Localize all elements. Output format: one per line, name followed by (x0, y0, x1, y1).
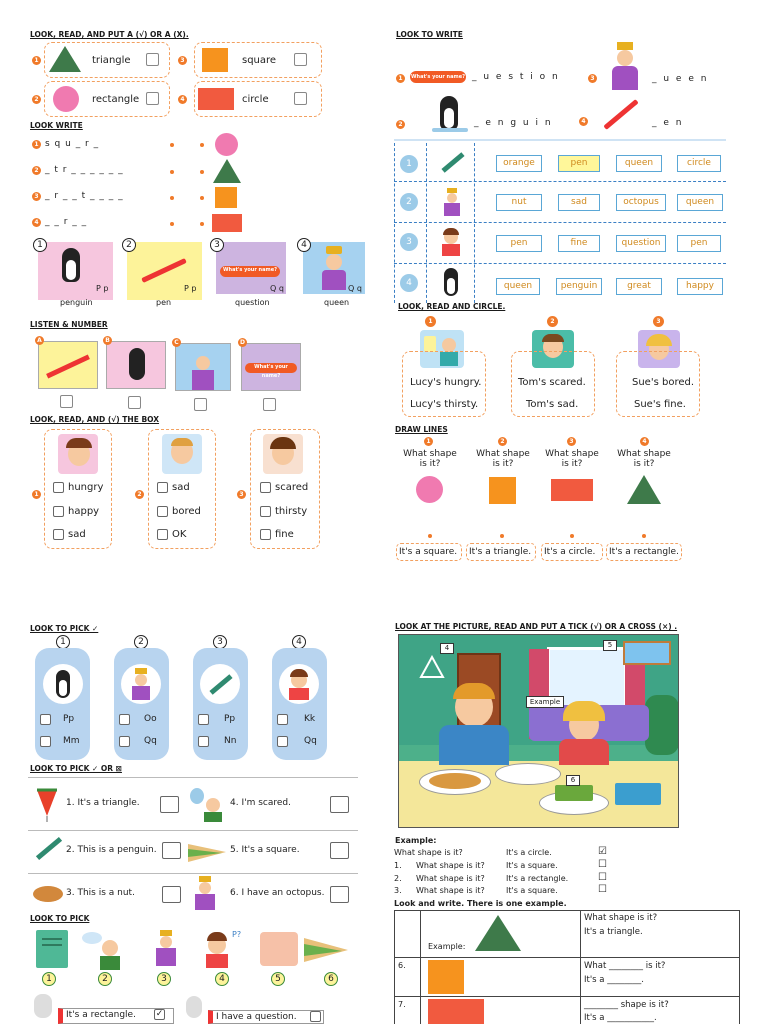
q14-text: is it? (645, 961, 666, 971)
q11-statement: 4. I'm scared. (230, 798, 291, 808)
triangle-shape (626, 474, 662, 505)
checkbox[interactable] (310, 1011, 321, 1022)
q4-label: D (238, 338, 247, 347)
q2-num: 3 (32, 192, 41, 201)
checkbox[interactable] (198, 714, 209, 725)
q9-answer: It's a rectangle. (609, 547, 679, 557)
checkbox[interactable] (40, 736, 51, 747)
pen-icon (603, 99, 638, 130)
q3-num: 1 (33, 238, 47, 252)
dot[interactable] (200, 196, 204, 200)
q3-caption: penguin (60, 298, 93, 307)
option-label: sad (172, 482, 190, 493)
word-option[interactable]: pen (558, 155, 600, 172)
word-option[interactable]: sad (558, 194, 600, 211)
letter-option: Nn (224, 736, 237, 746)
divider (394, 996, 740, 997)
q12-num: 6 (324, 972, 338, 986)
q6-blank: _ e n (652, 118, 684, 128)
checkbox[interactable] (53, 529, 64, 540)
row-num: 1 (400, 155, 418, 173)
circle-shape (416, 476, 443, 503)
nut-icon (33, 886, 63, 902)
checkbox[interactable] (157, 506, 168, 517)
card-picture (43, 664, 83, 704)
sentence-option[interactable]: Lucy's hungry. (410, 377, 482, 388)
q13-num: 3. (394, 886, 402, 895)
q1-word: triangle (92, 55, 131, 66)
speech-bubble: What's your name? (245, 363, 297, 373)
checkbox[interactable]: ☐ (598, 884, 607, 895)
dot[interactable] (170, 170, 174, 174)
circle-shape (53, 86, 79, 112)
row-num: 6. (398, 961, 406, 970)
checkbox[interactable] (198, 736, 209, 747)
q6-blank: _ e n g u i n (474, 118, 553, 128)
callout: 5 (603, 640, 617, 651)
girl-icon (440, 228, 462, 256)
checkbox[interactable] (119, 736, 130, 747)
q4-label: A (35, 336, 44, 345)
word-option[interactable]: pen (496, 235, 542, 252)
dot[interactable] (170, 143, 174, 147)
callout: 4 (440, 643, 454, 654)
pen-card (38, 341, 98, 389)
q5-title: LOOK, READ, AND (√) THE BOX (30, 415, 160, 424)
word-option[interactable]: queen (496, 278, 540, 295)
q13-question: What shape is it? (416, 861, 485, 870)
q9-question: What shape (476, 449, 530, 459)
divider (28, 777, 358, 778)
rectangle-shape (212, 214, 242, 232)
example-label: Example: (428, 942, 466, 951)
q3-caption: question (235, 298, 270, 307)
q3-caption: queen (324, 298, 350, 307)
q11-statement: 1. It's a triangle. (66, 798, 140, 808)
q2-num: 2 (32, 166, 41, 175)
q14-text: It's a (584, 975, 605, 985)
answer-box[interactable] (128, 396, 141, 409)
checkbox[interactable] (260, 529, 271, 540)
checkbox[interactable] (330, 886, 349, 903)
sentence-option[interactable]: Tom's scared. (518, 377, 586, 388)
ice (432, 128, 468, 132)
notebook-icon (36, 930, 68, 968)
q13-num: 2. (394, 874, 402, 883)
q11-statement: 3. This is a nut. (66, 888, 135, 898)
pen-icon (36, 837, 62, 860)
word-option[interactable]: circle (677, 155, 721, 172)
square-shape (215, 187, 237, 208)
word-option[interactable]: nut (496, 194, 542, 211)
card-picture (200, 664, 240, 704)
word-option[interactable]: question (616, 235, 666, 252)
q14-text: shape is it? (620, 1000, 669, 1010)
speech-bubble: What's your name? (410, 71, 466, 83)
q1-num: 3 (178, 56, 187, 65)
q12-num: 3 (157, 972, 171, 986)
rabbit-icon (186, 996, 202, 1018)
q6-title: LOOK TO WRITE (396, 30, 463, 39)
square-shape (489, 477, 516, 504)
q9-question: What shape (545, 449, 599, 459)
triangle-shape (48, 44, 82, 74)
letter-option: Kk (304, 714, 316, 724)
checkbox[interactable] (157, 529, 168, 540)
q12-sentence: It's a rectangle. (66, 1010, 136, 1020)
q4-label: C (172, 338, 181, 347)
q10-num: 4 (292, 635, 306, 649)
answer-box[interactable] (194, 398, 207, 411)
row-num: 4 (400, 274, 418, 292)
checkbox[interactable] (119, 714, 130, 725)
checkbox[interactable] (330, 796, 349, 813)
answer-box[interactable] (146, 53, 159, 66)
dot[interactable] (200, 170, 204, 174)
q13-question: What shape is it? (416, 886, 485, 895)
q8-title: LOOK, READ AND CIRCLE. (398, 302, 506, 311)
checkbox[interactable] (162, 842, 181, 859)
q9-num: 4 (640, 437, 649, 446)
word-option[interactable]: fine (558, 235, 600, 252)
q2-num: 4 (32, 218, 41, 227)
card-picture (279, 664, 319, 704)
sandwich-icon (186, 840, 228, 864)
q10-num: 3 (213, 635, 227, 649)
word-option[interactable]: queen (616, 155, 662, 172)
example-question: What shape is it? (584, 913, 658, 923)
queen-card (175, 343, 231, 391)
q1-num: 4 (178, 95, 187, 104)
checkbox[interactable] (277, 714, 288, 725)
q14-text: It's a (584, 1013, 605, 1023)
penguin-icon (444, 268, 458, 296)
checkbox[interactable]: ✓ (155, 1009, 164, 1019)
q12-num: 2 (98, 972, 112, 986)
q3-letters: P p (184, 284, 197, 293)
option-label: happy (68, 506, 100, 517)
divider (394, 957, 740, 958)
dot[interactable] (642, 534, 646, 538)
option-label: thirsty (275, 506, 308, 517)
word-option[interactable]: pen (677, 235, 721, 252)
divider (420, 910, 421, 1024)
q4-label: B (103, 336, 112, 345)
option-label: sad (68, 529, 86, 540)
q1-word: square (242, 55, 277, 66)
q3-num: 4 (297, 238, 311, 252)
penguin-card (106, 341, 166, 389)
sentence-option[interactable]: Sue's fine. (634, 399, 686, 410)
q1-num: 1 (32, 56, 41, 65)
q6-num: 3 (588, 74, 597, 83)
q11-title: LOOK TO PICK ✓ OR ⊠ (30, 764, 122, 773)
letter-option: Mm (63, 736, 80, 746)
divider (426, 143, 427, 303)
option-label: scared (275, 482, 309, 493)
q6-num: 1 (396, 74, 405, 83)
q5-num: 1 (32, 490, 41, 499)
q11-statement: 5. It's a square. (230, 845, 300, 855)
rectangle-shape (551, 479, 593, 501)
q12-num: 4 (215, 972, 229, 986)
q13-answer: It's a circle. (506, 848, 552, 857)
q10-title: LOOK TO PICK ✓ (30, 624, 99, 633)
circle-shape (215, 133, 238, 156)
letter-option: Qq (304, 736, 317, 746)
row-7-answer: It's a ___________. (584, 1013, 657, 1023)
checkbox[interactable] (260, 506, 271, 517)
option-label: OK (172, 529, 187, 540)
q3-num: 3 (210, 238, 224, 252)
row-num: 3 (400, 233, 418, 251)
queen-icon (192, 876, 218, 910)
letter-option: Oo (144, 714, 157, 724)
checkbox[interactable] (160, 796, 179, 813)
boy-picture (162, 434, 202, 474)
divider (474, 143, 475, 303)
q3-letters: Q q (270, 284, 284, 293)
q9-question: What shape (617, 449, 671, 459)
q3-caption: pen (156, 298, 172, 307)
q13-answer: It's a rectangle. (506, 874, 569, 883)
q2-word: s q u _ r _ (45, 139, 100, 149)
word-option[interactable]: great (616, 278, 662, 295)
penguin-icon (440, 96, 458, 130)
letter-option: Pp (224, 714, 236, 724)
q9-title: DRAW LINES (395, 425, 448, 434)
answer-box[interactable] (60, 395, 73, 408)
row-6-answer: It's a ________. (584, 975, 644, 985)
rectangle-shape (198, 88, 234, 110)
crown-icon (326, 246, 342, 254)
dot[interactable] (428, 534, 432, 538)
letter-option: Pp (63, 714, 75, 724)
sentence-option[interactable]: Sue's bored. (632, 377, 695, 388)
sentence-option[interactable]: Lucy's thirsty. (410, 399, 479, 410)
q9-question: is it? (419, 459, 441, 469)
q2-word: _ r _ _ t _ _ _ _ (45, 191, 124, 201)
divider (394, 222, 726, 223)
square-shape (428, 960, 464, 994)
q14-text: What (584, 961, 607, 971)
checkbox[interactable] (53, 482, 64, 493)
queen-icon (444, 188, 460, 216)
word-option[interactable]: happy (677, 278, 723, 295)
queen-icon (154, 930, 178, 968)
q13-answer: It's a square. (506, 861, 558, 870)
q3-letters: P p (96, 284, 109, 293)
q2-word: _ _ r _ _ (45, 217, 88, 227)
q13-question: What shape is it? (394, 848, 463, 857)
word-option[interactable]: octopus (616, 194, 666, 211)
q11-statement: 6. I have an octopus. (230, 888, 325, 898)
q13-question: What shape is it? (416, 874, 485, 883)
callout: Example (526, 696, 564, 708)
hungry-kid-icon (82, 930, 126, 970)
q9-question: is it? (561, 459, 583, 469)
queen-dress (322, 270, 346, 290)
checkbox[interactable] (157, 482, 168, 493)
option-label: hungry (68, 482, 104, 493)
boy-picture (263, 434, 303, 474)
dot[interactable] (200, 222, 204, 226)
answer-box[interactable] (294, 92, 307, 105)
question-kid-icon: P? (204, 930, 248, 968)
option-label: fine (275, 529, 294, 540)
answer-box[interactable] (146, 92, 159, 105)
q9-num: 1 (424, 437, 433, 446)
q8-num: 2 (547, 316, 558, 327)
letter-option: Qq (144, 736, 157, 746)
q6-num: 4 (579, 117, 588, 126)
divider (28, 873, 358, 874)
q1-word: circle (242, 94, 269, 105)
divider (580, 910, 581, 1024)
q6-blank: _ u e s t i o n (472, 72, 560, 82)
q4-title: LISTEN & NUMBER (30, 320, 108, 329)
q5-num: 3 (237, 490, 246, 499)
q1-word: rectangle (92, 94, 140, 105)
checkbox[interactable]: ☐ (598, 859, 607, 870)
q6-blank: _ u e e n (652, 74, 709, 84)
q9-answer: It's a square. (399, 547, 458, 557)
checkbox[interactable]: ☑ (598, 846, 607, 857)
q3-num: 2 (122, 238, 136, 252)
checkbox[interactable] (330, 842, 349, 859)
q12-sentence: I have a question. (216, 1012, 297, 1022)
q2-title: LOOK WRITE (30, 121, 83, 130)
q8-num: 3 (653, 316, 664, 327)
q12-num: 5 (271, 972, 285, 986)
option-label: bored (172, 506, 201, 517)
queen-picture (610, 42, 640, 92)
answer-box[interactable] (294, 53, 307, 66)
row-6-question: What ________ is it? (584, 961, 666, 971)
q6-num: 2 (396, 120, 405, 129)
dot[interactable] (170, 222, 174, 226)
q9-question: What shape (403, 449, 457, 459)
dot[interactable] (570, 534, 574, 538)
q9-num: 2 (498, 437, 507, 446)
q13-answer: It's a square. (506, 886, 558, 895)
row-7-question: ________ shape is it? (584, 1000, 669, 1010)
checkbox[interactable] (277, 736, 288, 747)
divider (394, 139, 726, 141)
rabbit-icon (34, 994, 52, 1018)
q9-num: 3 (567, 437, 576, 446)
dot[interactable] (500, 534, 504, 538)
q9-question: is it? (492, 459, 514, 469)
watermelon-icon (36, 786, 58, 822)
triangle-shape (474, 914, 522, 952)
nose-icon (260, 932, 298, 966)
q10-num: 1 (56, 635, 70, 649)
card-picture (121, 664, 161, 704)
checkbox[interactable] (53, 506, 64, 517)
checkbox[interactable] (40, 714, 51, 725)
scared-kid-icon (188, 788, 226, 822)
q2-num: 1 (32, 140, 41, 149)
example-label: Example: (395, 836, 437, 845)
dot[interactable] (170, 196, 174, 200)
scene-picture (398, 634, 679, 828)
checkbox[interactable] (260, 482, 271, 493)
word-option[interactable]: penguin (556, 278, 602, 295)
checkbox[interactable] (162, 886, 181, 903)
q13-title: LOOK AT THE PICTURE, READ AND PUT A TICK (√) OR A CROSS (×) . (395, 622, 678, 631)
q2-word: _ t r _ _ _ _ _ _ (45, 165, 124, 175)
q9-answer: It's a triangle. (469, 547, 532, 557)
callout: 6 (566, 775, 580, 786)
q1-title: LOOK, READ, AND PUT A (√) OR A (X). (30, 30, 189, 39)
divider (28, 830, 358, 831)
sandwich-icon (302, 932, 350, 966)
answer-box[interactable] (263, 398, 276, 411)
q1-num: 2 (32, 95, 41, 104)
girl-picture (58, 434, 98, 474)
row-num: 2 (400, 193, 418, 211)
q3-letters: Q q (348, 284, 362, 293)
checkbox[interactable]: ☐ (598, 872, 607, 883)
square-shape (202, 48, 228, 72)
row-num: 7. (398, 1000, 406, 1009)
dot[interactable] (200, 143, 204, 147)
word-option[interactable]: queen (677, 194, 723, 211)
q13-num: 1. (394, 861, 402, 870)
divider (394, 263, 726, 264)
rectangle-shape (428, 999, 484, 1024)
q10-num: 2 (134, 635, 148, 649)
q5-num: 2 (135, 490, 144, 499)
q12-num: 1 (42, 972, 56, 986)
example-answer: It's a triangle. (584, 927, 643, 937)
penguin-icon (62, 248, 80, 282)
speech-bubble: What's your name? (220, 266, 280, 277)
q9-question: is it? (633, 459, 655, 469)
q14-title: Look and write. There is one example. (394, 899, 567, 908)
q12-title: LOOK TO PICK (30, 914, 90, 923)
sentence-option[interactable]: Tom's sad. (526, 399, 579, 410)
queen-icon (326, 254, 342, 270)
divider (394, 181, 726, 182)
word-option[interactable]: orange (496, 155, 542, 172)
q11-statement: 2. This is a penguin. (66, 845, 157, 855)
q8-num: 1 (425, 316, 436, 327)
triangle-shape (212, 158, 242, 184)
q9-answer: It's a circle. (544, 547, 596, 557)
